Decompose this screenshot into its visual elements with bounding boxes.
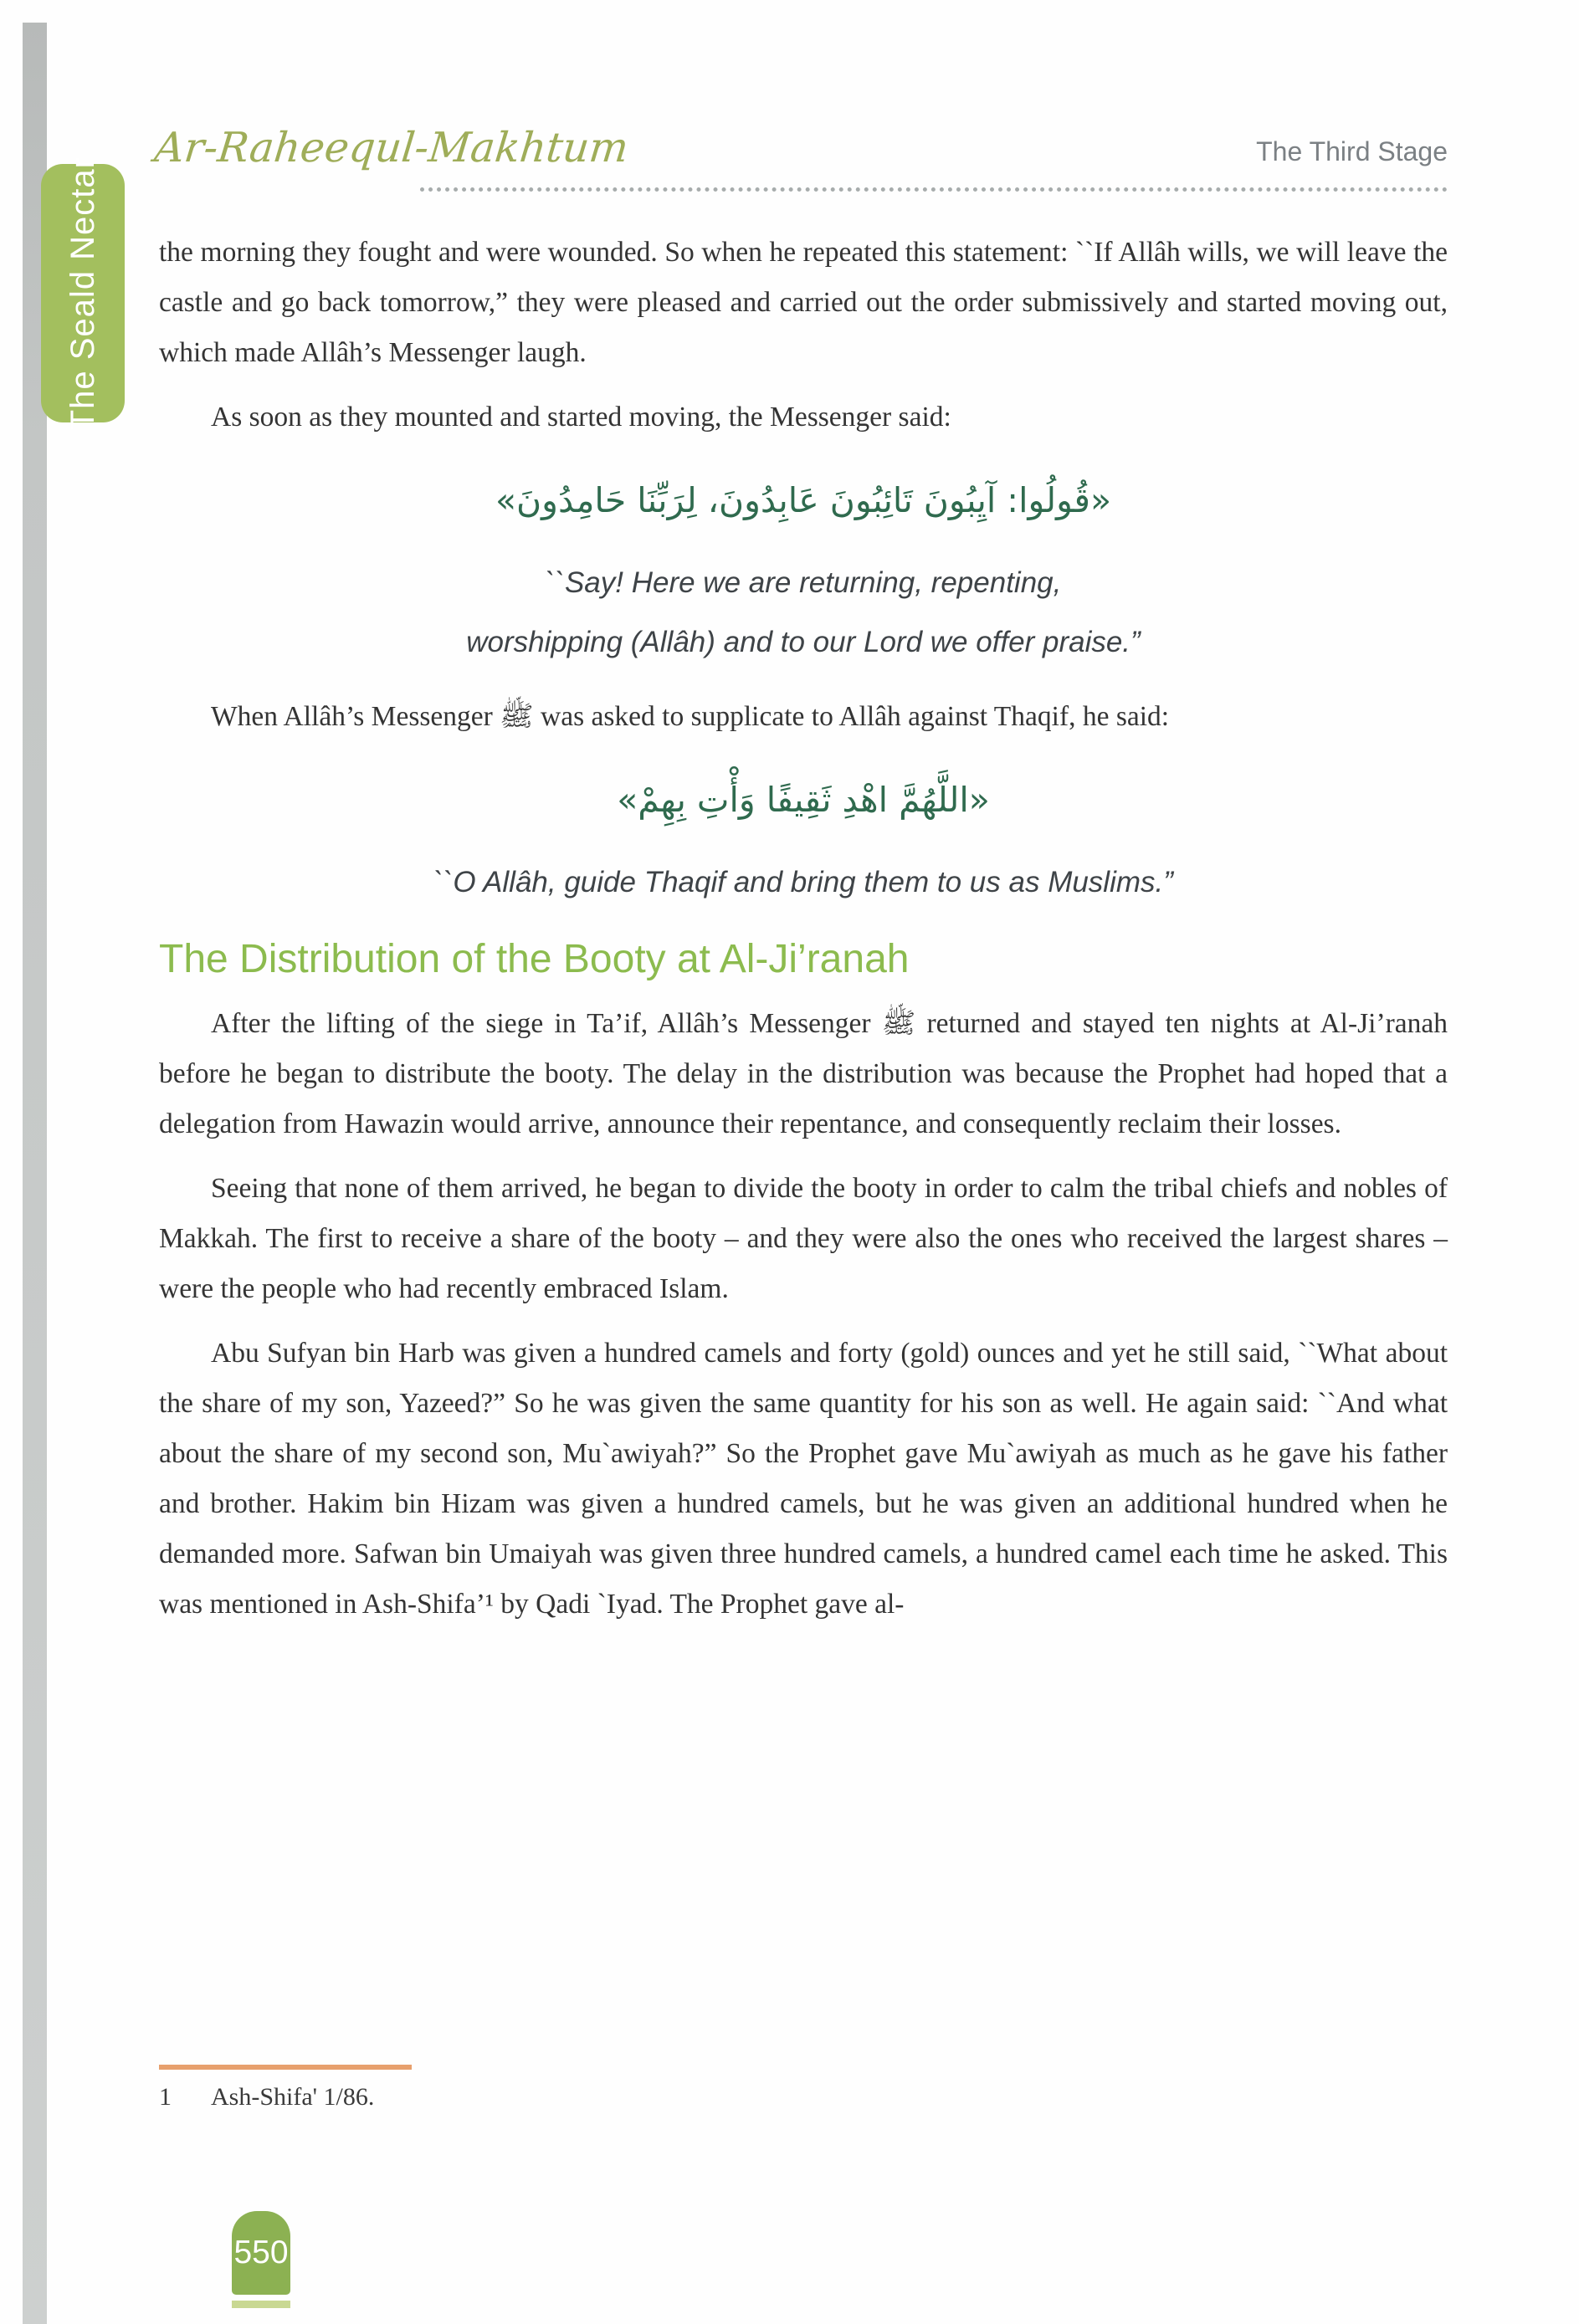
page-number-underline — [232, 2301, 290, 2308]
page-number-badge — [232, 2211, 290, 2295]
paragraph-after-siege: After the lifting of the siege in Ta’if, Allâh’s Messenger ﷺ returned and stayed ten nights at Al-Ji’ranah before he began to distribute the booty. The delay in the distribution was because the Prophet had hoped that a delegation from Hawazin would arrive, announce their repentance, and consequently reclaim their losses. — [159, 1008, 1448, 1139]
section-heading: The Distribution of the Booty at Al-Ji’ranah — [159, 937, 910, 981]
footnote-number: 1 — [159, 2083, 172, 2111]
translation-quote-2: ``O Allâh, guide Thaqif and bring them to us as Muslims.” — [433, 866, 1173, 898]
side-tab-label: The Seald Nectar — [64, 156, 101, 431]
translation-quote-1 — [159, 553, 1448, 672]
footnote — [159, 2083, 374, 2112]
paragraph-seeing: Seeing that none of them arrived, he began to divide the booty in order to calm the tribal chiefs and nobles of Makkah. The first to receive a share of the booty – and they were also the ones who received the largest shares – were the people who had recently embraced Islam. — [159, 1173, 1448, 1304]
stage-label: The Third Stage — [1256, 136, 1448, 166]
translation-quote-1-line1: ``Say! Here we are returning, repenting, — [545, 566, 1062, 599]
translation-quote-2-group — [159, 852, 1448, 912]
paragraph-abu-sufyan: Abu Sufyan bin Harb was given a hundred camels and forty (gold) ounces and yet he still said, ``What about the share of my son, Yazeed?” So he was given the same quantity for his son as well. He again said: ``And what about the share of my second son, Mu`awiyah?” So the Prophet gave Mu`awiyah as much as he gave his father and brother. Hakim bin Hizam was given a hundred camels, but he was given an additional hundred when he demanded more. Safwan bin Umaiyah was given three hundred camels, a hundred camel each time he asked. This was mentioned in Ash-Shifa’¹ by Qadi `Iyad. The Prophet gave al- — [159, 1338, 1448, 1620]
page-number: 550 — [233, 2234, 289, 2270]
arabic-quote-2: «اللَّهُمَّ اهْدِ ثَقِيفًا وَأْتِ بِهِمْ» — [617, 780, 990, 820]
footnote-separator-rule — [159, 2065, 412, 2070]
arabic-quote-1: «قُولُوا: آيِبُونَ تَائِبُونَ عَابِدُونَ، لِرَبِّنَا حَامِدُونَ» — [495, 480, 1112, 520]
translation-quote-1-line2: worshipping (Allâh) and to our Lord we offer praise.” — [466, 626, 1141, 658]
body-text-column — [159, 228, 1448, 1644]
book-title-script: Ar-Raheequl-Makhtum — [152, 124, 631, 171]
side-tab — [41, 156, 125, 431]
paragraph-continuation: the morning they fought and were wounded. So when he repeated this statement: ``If Allâh wills, we will leave the castle and go back tomorrow,” they were pleased and carried out the order submissively and started moving out, which made Allâh’s Messenger laugh. — [159, 237, 1448, 368]
footnote-text: Ash-Shifa' 1/86. — [211, 2083, 375, 2111]
header-dotted-rule — [420, 164, 1448, 192]
paragraph-mounted: As soon as they mounted and started moving, the Messenger said: — [211, 402, 951, 433]
paragraph-supplicate: When Allâh’s Messenger ﷺ was asked to supplicate to Allâh against Thaqif, he said: — [211, 701, 1170, 732]
